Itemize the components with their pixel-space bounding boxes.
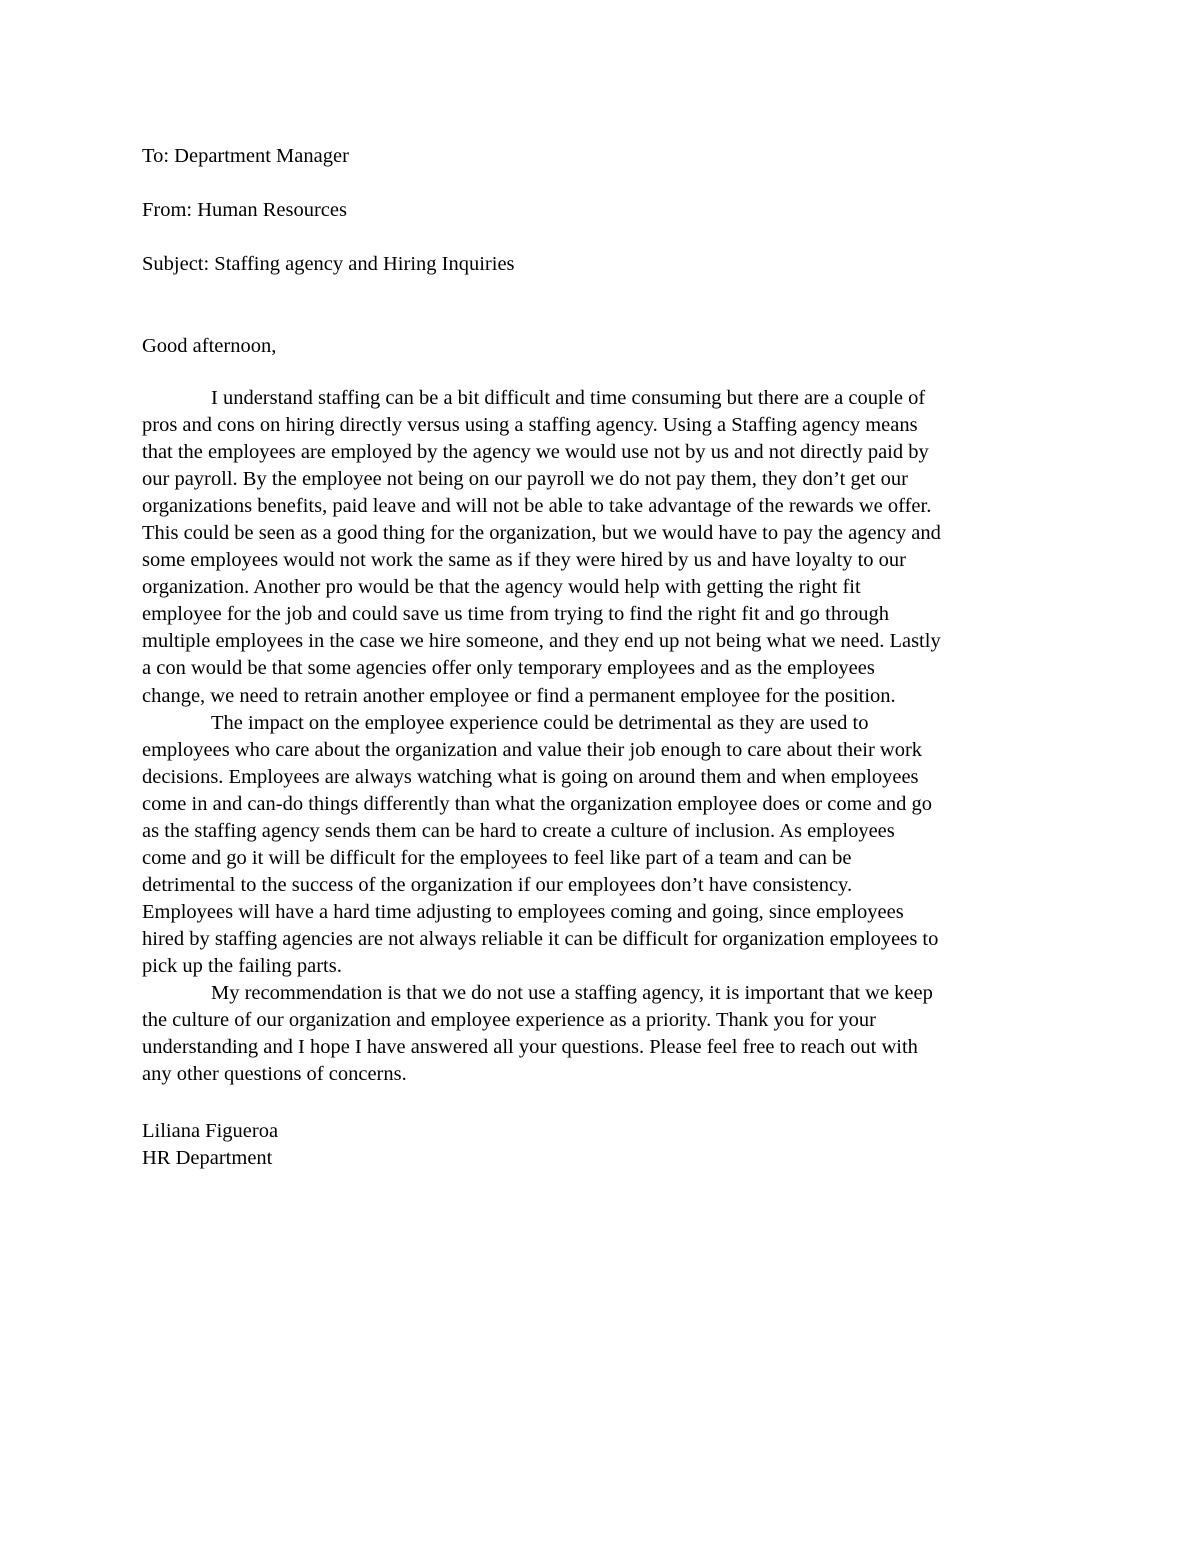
- body-line: employee for the job and could save us time from trying to find the right fit and go through: [142, 603, 889, 626]
- body-line: a con would be that some agencies offer only temporary employees and as the employees: [142, 657, 875, 680]
- body-line: come and go it will be difficult for the employees to feel like part of a team and can be: [142, 846, 852, 869]
- body-line: The impact on the employee experience could be detrimental as they are used to: [211, 711, 869, 734]
- signature-name: Liliana Figueroa: [142, 1120, 279, 1142]
- body-line: multiple employees in the case we hire someone, and they end up not being what we need. Lastly: [142, 630, 941, 653]
- body-line: pick up the failing parts.: [142, 954, 342, 977]
- body-line: any other questions of concerns.: [142, 1063, 407, 1086]
- body-line: the culture of our organization and employee experience as a priority. Thank you for your: [142, 1009, 876, 1032]
- body-line: This could be seen as a good thing for the organization, but we would have to pay the agency and: [142, 522, 941, 545]
- body-line: that the employees are employed by the agency we would use not by us and not directly paid by: [142, 441, 929, 464]
- body-line: hired by staffing agencies are not always reliable it can be difficult for organization employees to: [142, 927, 939, 950]
- body-line: our payroll. By the employee not being on our payroll we do not pay them, they don’t get our: [142, 468, 908, 491]
- body-line: Employees will have a hard time adjusting to employees coming and going, since employees: [142, 900, 904, 923]
- memo-to-line: To: Department Manager: [142, 145, 349, 167]
- signature-block: [142, 1118, 278, 1172]
- body-line: understanding and I hope I have answered all your questions. Please feel free to reach out with: [142, 1036, 918, 1059]
- body-line: My recommendation is that we do not use a staffing agency, it is important that we keep: [211, 982, 933, 1005]
- body-line: detrimental to the success of the organization if our employees don’t have consistency.: [142, 873, 853, 896]
- greeting: Good afternoon,: [142, 335, 277, 357]
- body-line: organizations benefits, paid leave and will not be able to take advantage of the rewards we offer.: [142, 495, 932, 518]
- memo-subject-line: Subject: Staffing agency and Hiring Inquiries: [142, 253, 515, 275]
- body-line: organization. Another pro would be that the agency would help with getting the right fit: [142, 576, 861, 599]
- body-line: I understand staffing can be a bit difficult and time consuming but there are a couple of: [211, 387, 926, 409]
- body-line: pros and cons on hiring directly versus using a staffing agency. Using a Staffing agency means: [142, 414, 918, 437]
- body-line: some employees would not work the same as if they were hired by us and have loyalty to our: [142, 549, 907, 572]
- body-line: change, we need to retrain another employee or find a permanent employee for the position.: [142, 684, 896, 707]
- letter-body: [142, 385, 1072, 1088]
- body-line: decisions. Employees are always watching what is going on around them and when employees: [142, 765, 919, 788]
- signature-department: HR Department: [142, 1147, 273, 1169]
- body-line: come in and can-do things differently than what the organization employee does or come and go: [142, 792, 932, 815]
- memo-from-line: From: Human Resources: [142, 199, 347, 221]
- body-line: as the staffing agency sends them can be hard to create a culture of inclusion. As employees: [142, 819, 895, 842]
- body-line: employees who care about the organization and value their job enough to care about their work: [142, 738, 923, 761]
